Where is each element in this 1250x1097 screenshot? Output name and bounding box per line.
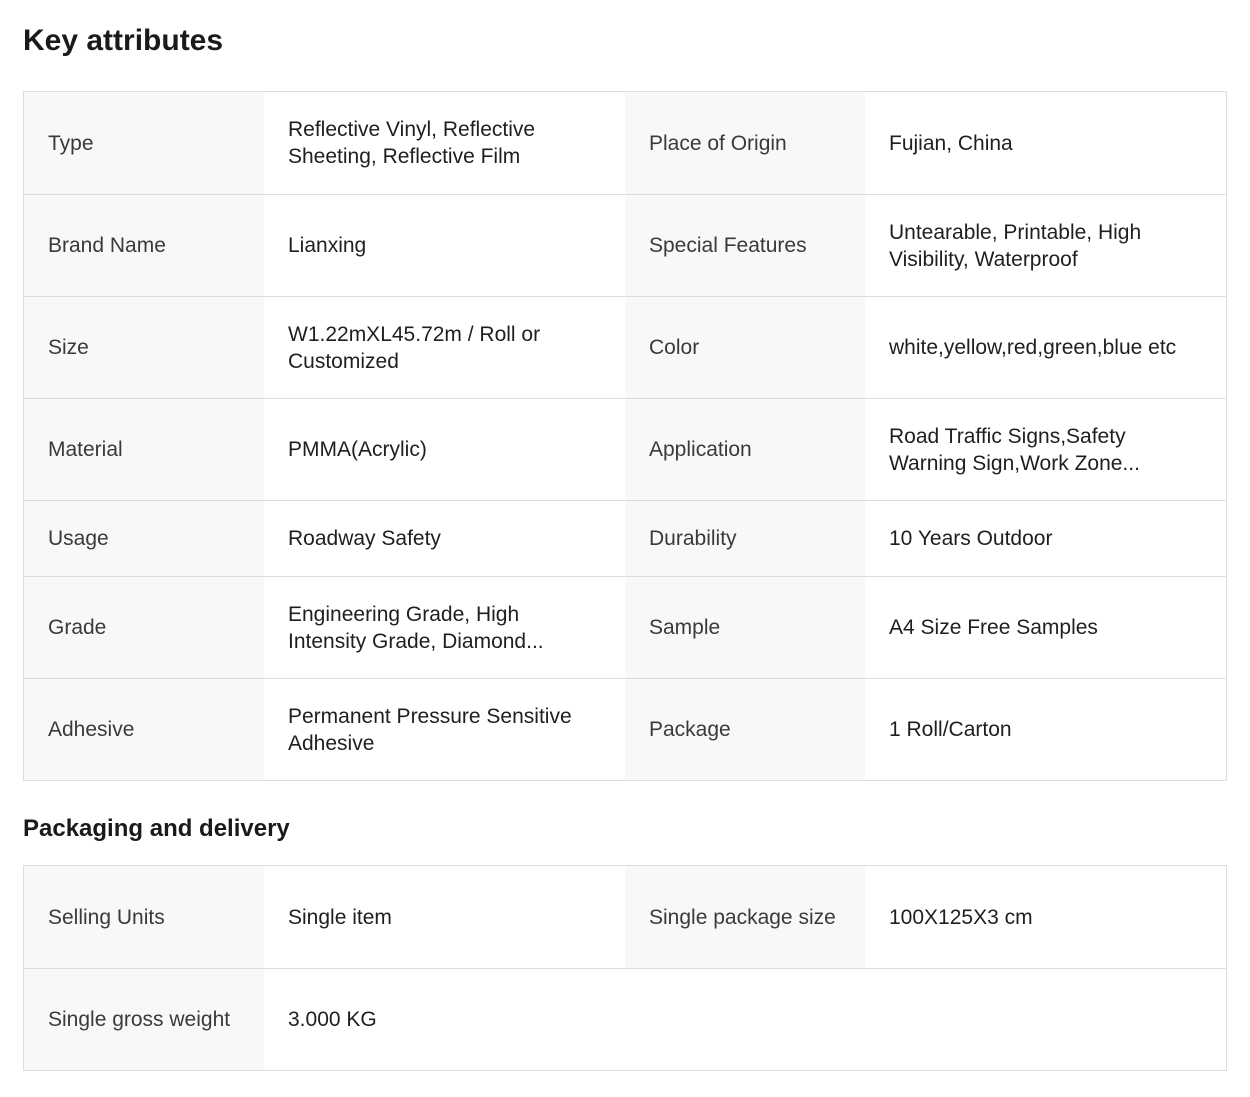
attribute-label: Application — [625, 399, 865, 500]
attribute-value: PMMA(Acrylic) — [264, 399, 625, 500]
attribute-value: Permanent Pressure Sensitive Adhesive — [264, 679, 625, 780]
attribute-row — [24, 500, 1226, 576]
attribute-label: Single package size — [625, 866, 865, 968]
attribute-value: Reflective Vinyl, Reflective Sheeting, Reflective Film — [264, 92, 625, 194]
attribute-value: Lianxing — [264, 195, 625, 296]
attribute-label: Grade — [24, 577, 264, 678]
key-attributes-table — [23, 91, 1227, 781]
attribute-row — [24, 92, 1226, 194]
attribute-row — [24, 968, 1226, 1070]
attribute-value: 1 Roll/Carton — [865, 679, 1226, 780]
attribute-value: Single item — [264, 866, 625, 968]
attribute-label: Special Features — [625, 195, 865, 296]
key-attributes-title: Key attributes — [23, 24, 224, 57]
attribute-row — [24, 678, 1226, 780]
attribute-row — [24, 398, 1226, 500]
attribute-value: A4 Size Free Samples — [865, 577, 1226, 678]
attribute-value: Engineering Grade, High Intensity Grade, Diamond... — [264, 577, 625, 678]
attribute-label: Single gross weight — [24, 969, 264, 1070]
attribute-row — [24, 296, 1226, 398]
attribute-label: Color — [625, 297, 865, 398]
attribute-label: Type — [24, 92, 264, 194]
attribute-row — [24, 576, 1226, 678]
attribute-value: Roadway Safety — [264, 501, 625, 576]
attribute-value: 100X125X3 cm — [865, 866, 1226, 968]
attribute-value: W1.22mXL45.72m / Roll or Customized — [264, 297, 625, 398]
attribute-value: 3.000 KG — [264, 969, 1226, 1070]
attribute-label: Sample — [625, 577, 865, 678]
attribute-label: Adhesive — [24, 679, 264, 780]
attribute-value: 10 Years Outdoor — [865, 501, 1226, 576]
attribute-label: Usage — [24, 501, 264, 576]
attribute-value: Road Traffic Signs,Safety Warning Sign,Work Zone... — [865, 399, 1226, 500]
packaging-delivery-table — [23, 865, 1227, 1071]
attribute-label: Size — [24, 297, 264, 398]
attribute-row — [24, 866, 1226, 968]
attribute-label: Package — [625, 679, 865, 780]
attribute-label: Durability — [625, 501, 865, 576]
attribute-value: white,yellow,red,green,blue etc — [865, 297, 1226, 398]
attribute-row — [24, 194, 1226, 296]
attribute-value: Fujian, China — [865, 92, 1226, 194]
attribute-label: Place of Origin — [625, 92, 865, 194]
attribute-label: Brand Name — [24, 195, 264, 296]
attribute-label: Material — [24, 399, 264, 500]
packaging-delivery-title: Packaging and delivery — [23, 815, 290, 842]
attribute-label: Selling Units — [24, 866, 264, 968]
attribute-value: Untearable, Printable, High Visibility, Waterproof — [865, 195, 1226, 296]
